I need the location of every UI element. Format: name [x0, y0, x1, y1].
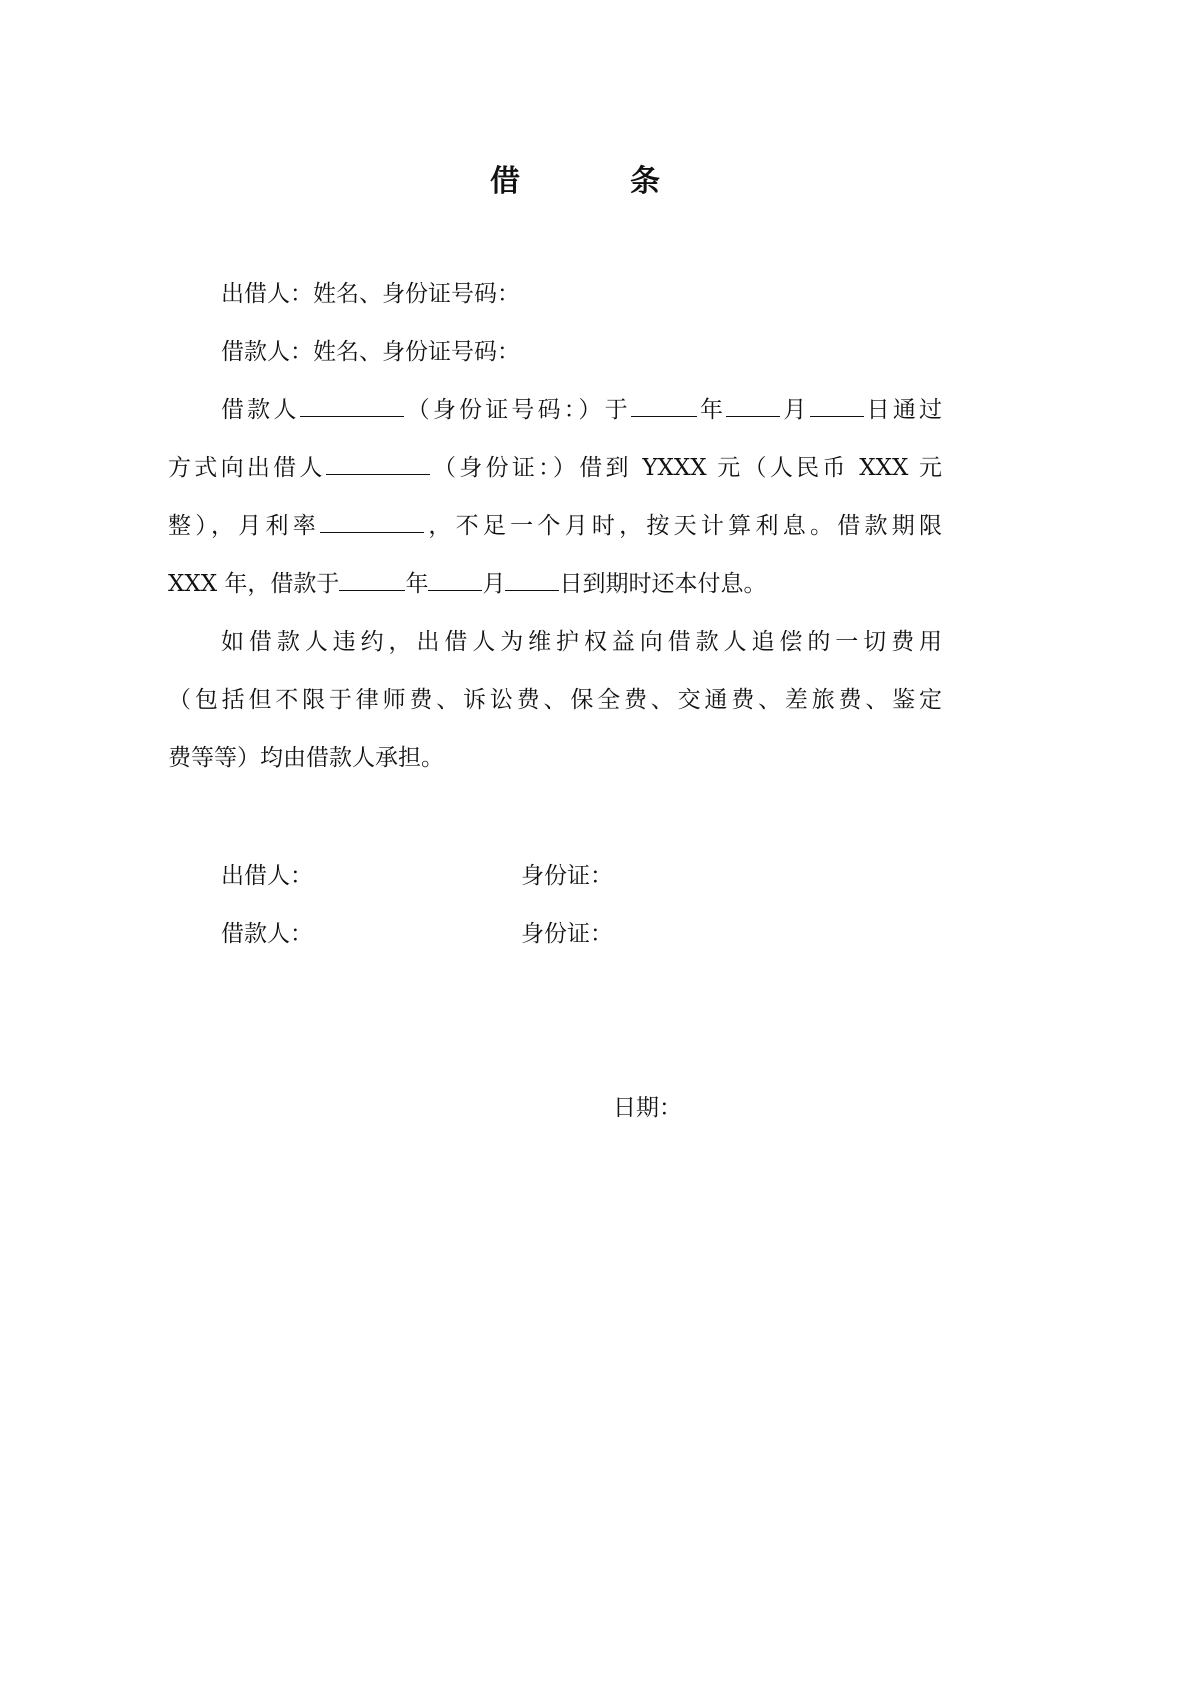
text-segment: ，不足一个月时，按天计算利息。借款期限 — [424, 513, 943, 539]
text-segment: （身份证号码：）于 — [403, 397, 631, 423]
date-label: 日期： — [613, 1095, 682, 1121]
loan-month-blank[interactable] — [726, 394, 780, 417]
due-month-blank[interactable] — [428, 568, 482, 591]
borrower-name-blank[interactable] — [300, 394, 404, 417]
lender-signature-label: 出借人： — [221, 863, 313, 889]
borrower-info-line: 借款人：姓名、身份证号码： — [221, 339, 520, 365]
default-paragraph-line-3: 费等等）均由借款人承担。 — [168, 745, 444, 771]
text-segment: 借款人 — [221, 397, 300, 423]
loan-paragraph-line-2 — [168, 452, 942, 484]
lender-info-line: 出借人：姓名、身份证号码： — [221, 281, 520, 307]
default-paragraph-line-1: 如借款人违约，出借人为维护权益向借款人追偿的一切费用 — [221, 629, 942, 655]
document-title: 借 条 — [490, 164, 700, 199]
loan-paragraph-line-3 — [168, 510, 942, 542]
text-segment: 日到期时还本付息。 — [559, 571, 767, 597]
text-segment: 整），月利率 — [168, 513, 321, 539]
due-year-blank[interactable] — [339, 568, 405, 591]
loan-paragraph-line-1 — [221, 394, 942, 426]
loan-year-blank[interactable] — [631, 394, 697, 417]
lender-id-label: 身份证： — [521, 863, 613, 889]
borrower-signature-label: 借款人： — [221, 921, 313, 947]
loan-day-blank[interactable] — [810, 394, 864, 417]
text-segment: 月 — [780, 397, 810, 423]
text-segment: （身份证：）借到 YXXX 元（人民币 XXX 元 — [429, 455, 943, 481]
lender-name-blank[interactable] — [326, 452, 430, 475]
text-segment: 年 — [696, 397, 727, 423]
text-segment: 日通过 — [863, 397, 943, 423]
text-segment: 方式向出借人 — [168, 455, 326, 481]
monthly-rate-blank[interactable] — [320, 510, 424, 533]
text-segment: 年 — [405, 571, 429, 597]
loan-paragraph-line-4 — [168, 568, 942, 600]
borrower-id-label: 身份证： — [521, 921, 613, 947]
text-segment: XXX 年，借款于 — [168, 571, 340, 597]
due-day-blank[interactable] — [505, 568, 559, 591]
text-segment: 月 — [482, 571, 506, 597]
default-paragraph-line-2: （包括但不限于律师费、诉讼费、保全费、交通费、差旅费、鉴定 — [168, 687, 942, 713]
